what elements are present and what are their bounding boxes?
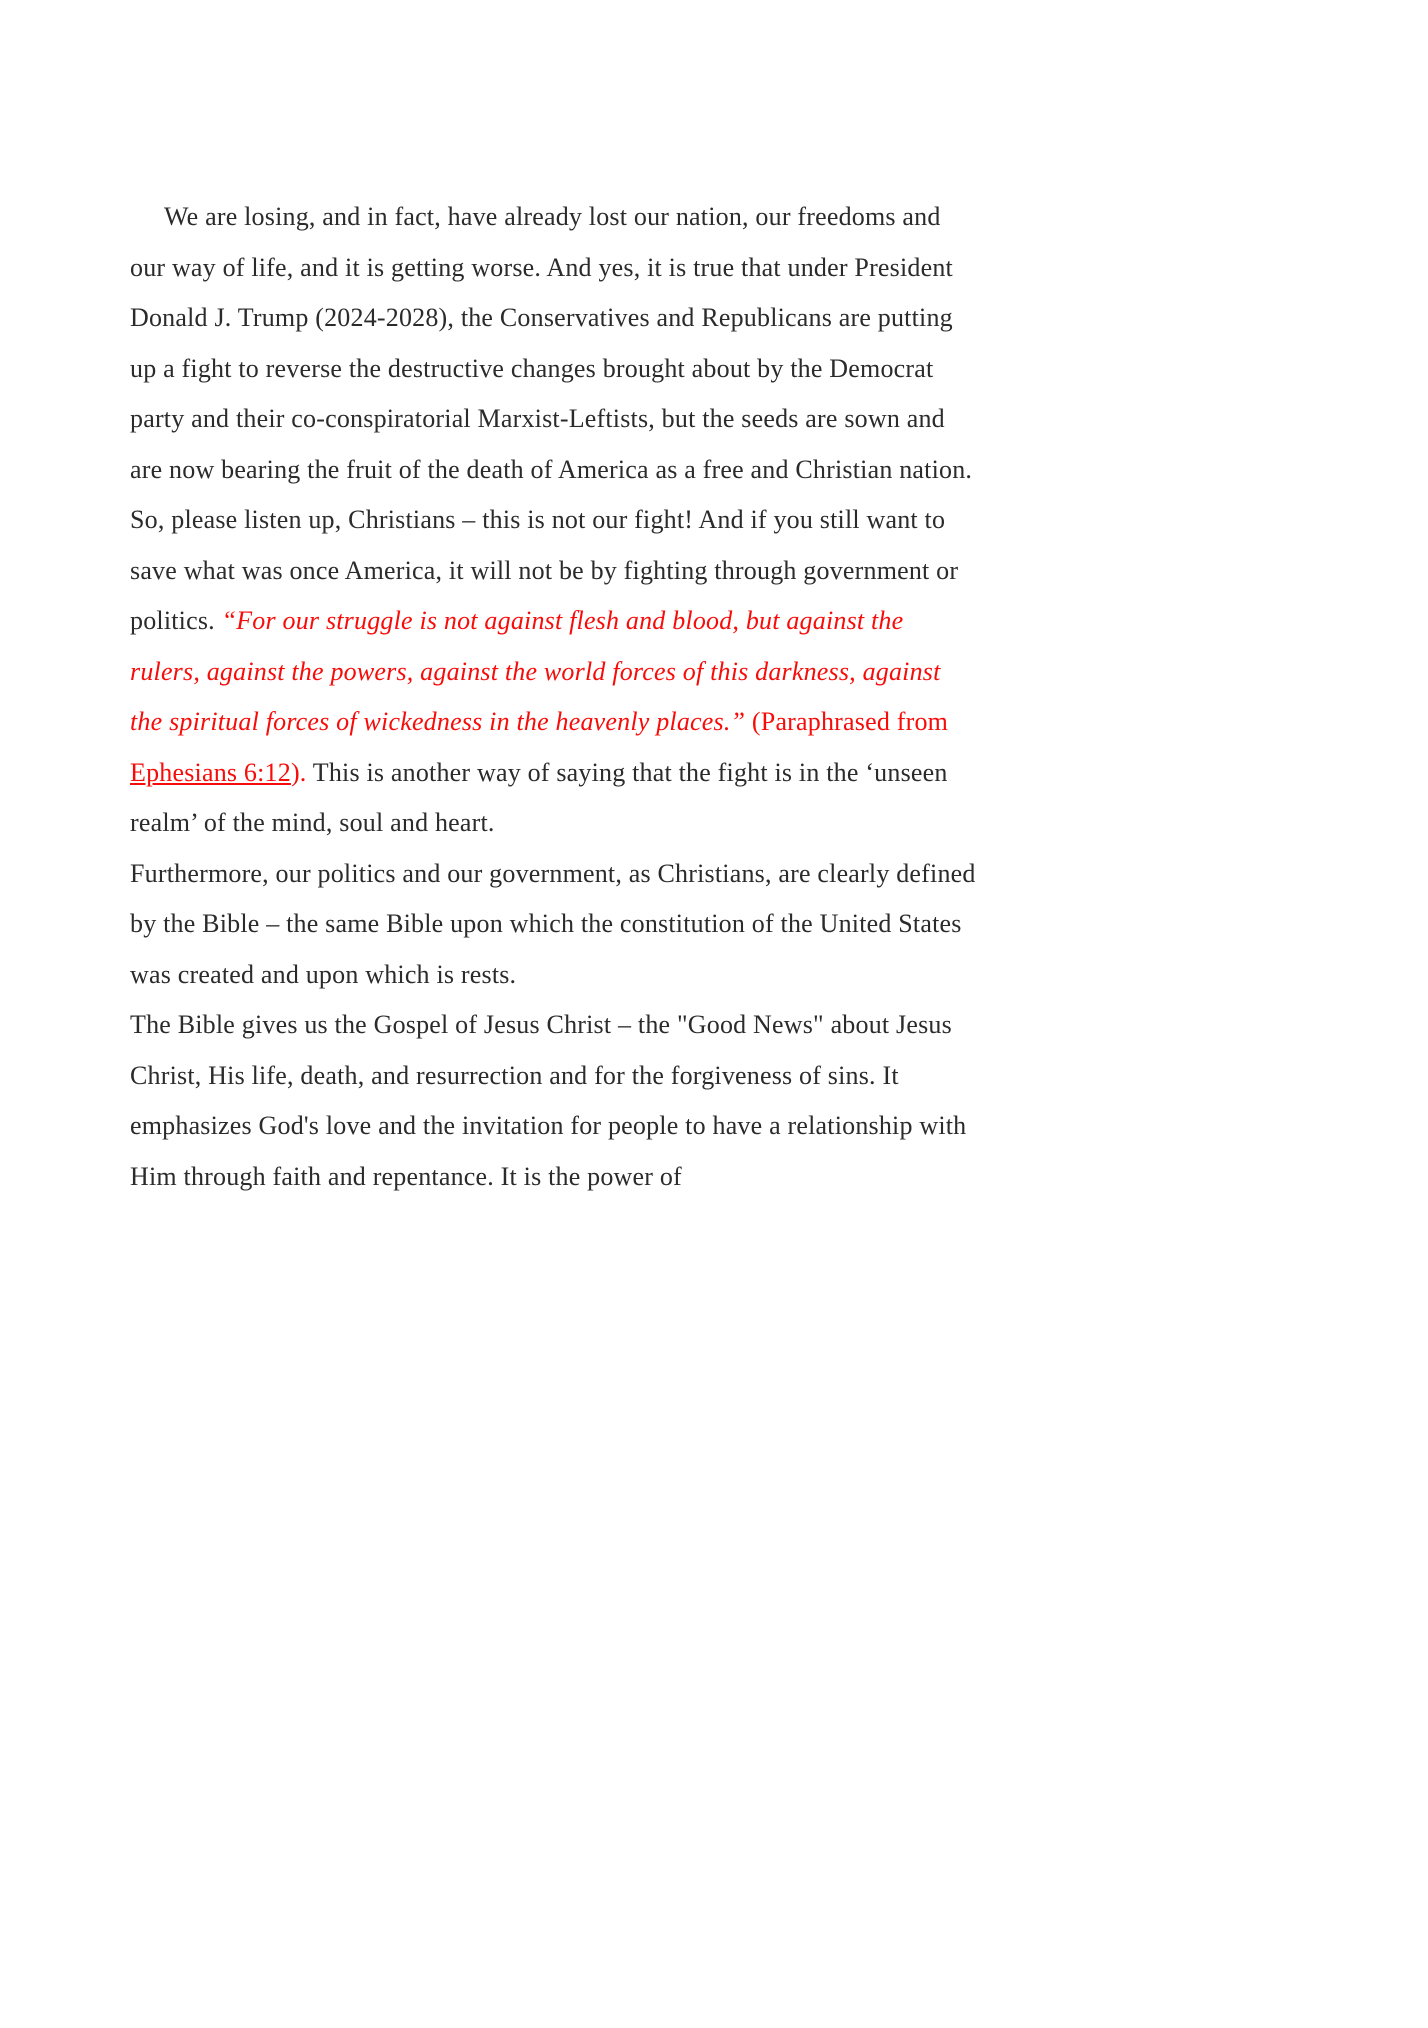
paragraph-intro-text: So, please listen up, Christians – this is not our fight! And if you still want to save what was once America, it will not be by fighting through government or politics. <box>130 505 959 635</box>
paragraph-listen-up <box>130 495 978 849</box>
paragraph-gospel: The Bible gives us the Gospel of Jesus Christ – the "Good News" about Jesus Christ, His life, death, and resurrection and for the forgiveness of sins. It emphasizes God's love and the invitation for people to have a relationship with Him through faith and repentance. It is the power of <box>130 1010 967 1191</box>
paragraph-politics-bible: Furthermore, our politics and our government, as Christians, are clearly defined by the Bible – the same Bible upon which the constitution of the United States was created and upon which is rests. <box>130 858 976 989</box>
paraphrase-prefix: (Paraphrased from <box>751 707 949 736</box>
document-body <box>130 192 978 1202</box>
paragraph-losing-nation: We are losing, and in fact, have already lost our nation, our freedoms and our way of life, and it is getting worse. And yes, it is true that under President Donald J. Trump (2024-2028), the Conservatives and Republicans are putting up a fight to reverse the destructive changes brought about by the Democrat party and their co-conspiratorial Marxist-Leftists, but the seeds are sown and are now bearing the fruit of the death of America as a free and Christian nation. <box>130 202 973 484</box>
paragraph-outro-text: This is another way of saying that the fight is in the ‘unseen realm’ of the mind, soul and heart. <box>130 757 948 837</box>
ephesians-link[interactable]: Ephesians 6:12 <box>130 757 291 787</box>
scripture-quote: “For our struggle is not against flesh and blood, but against the rulers, against the powers, against the world forces of this darkness, against the spiritual forces of wickedness in the heavenly places.” <box>130 606 941 736</box>
paraphrase-suffix: ). <box>290 757 313 787</box>
